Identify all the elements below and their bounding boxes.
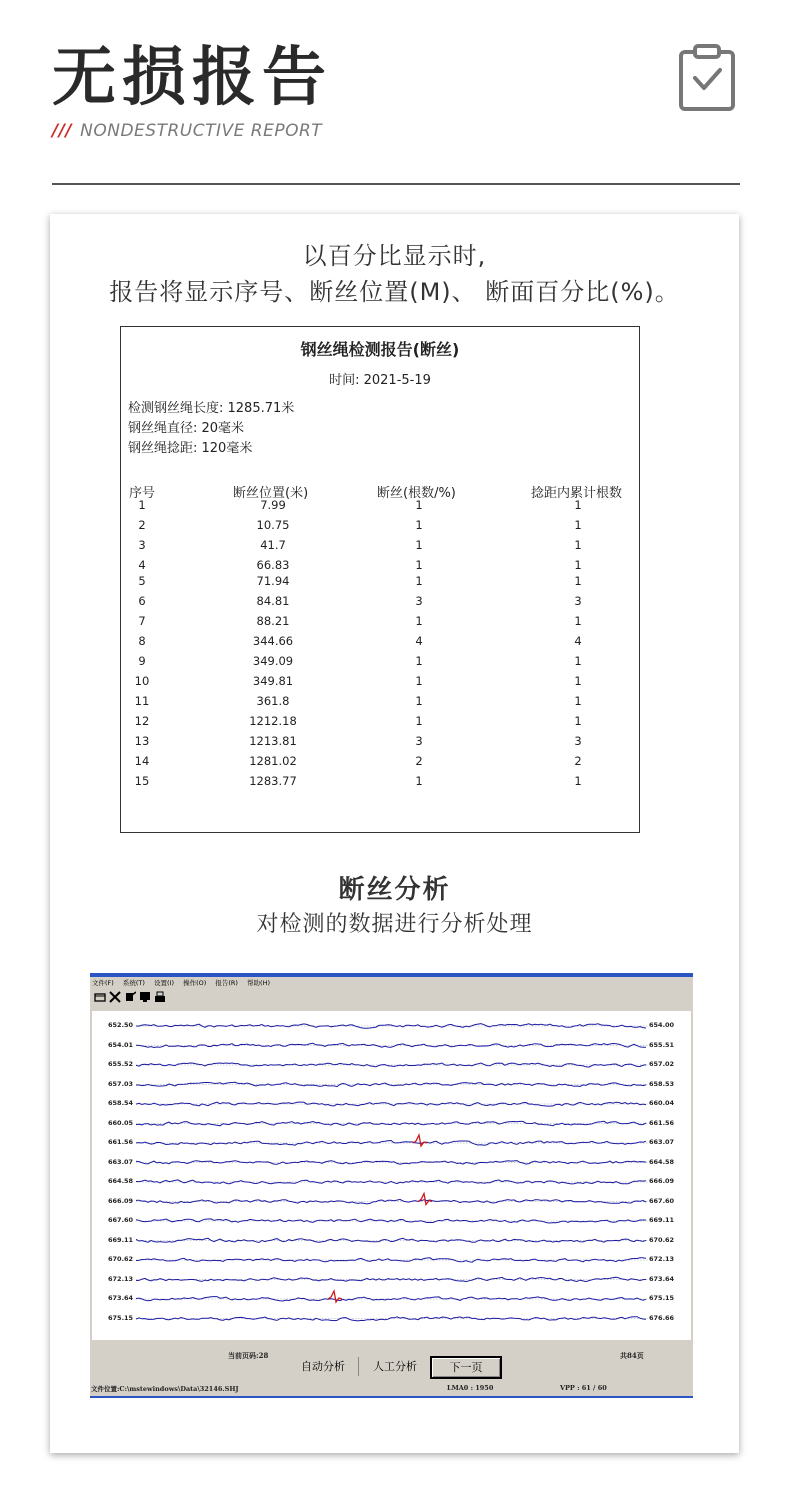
row-position: 1213.81 (249, 734, 297, 748)
menu-operate[interactable]: 操作(O) (183, 979, 207, 987)
row-cumulative: 1 (574, 714, 582, 728)
row-breaks: 4 (415, 634, 423, 648)
row-cumulative: 1 (574, 538, 582, 552)
left-scale-label: 658.54 (108, 1099, 134, 1107)
tools-icon[interactable] (109, 991, 121, 1003)
right-scale-label: 672.13 (649, 1255, 675, 1263)
window-title-bar (90, 973, 693, 977)
row-index: 2 (138, 518, 146, 532)
row-index: 12 (134, 714, 150, 728)
row-position: 41.7 (260, 538, 286, 552)
monitor-icon[interactable] (139, 991, 151, 1003)
row-cumulative: 1 (574, 558, 582, 572)
row-cumulative: 1 (574, 574, 582, 588)
waveform-trace (136, 1258, 646, 1262)
analysis-app-window (90, 973, 693, 1398)
left-scale-label: 652.50 (108, 1021, 134, 1029)
report-diameter: 钢丝绳直径: 20毫米 (128, 421, 245, 436)
menu-bar (92, 978, 277, 989)
menu-file[interactable]: 文件(F) (92, 979, 114, 987)
row-position: 1283.77 (249, 774, 297, 788)
header-divider (52, 183, 740, 185)
manual-analysis-button[interactable]: 人工分析 (373, 1360, 417, 1373)
row-breaks: 1 (415, 518, 423, 532)
waveform-trace (136, 1317, 646, 1321)
row-index: 6 (138, 594, 146, 608)
waveform-plot[interactable] (92, 1011, 691, 1340)
menu-settings[interactable]: 设置(I) (154, 979, 175, 987)
row-index: 15 (134, 774, 150, 788)
right-scale-label: 657.02 (649, 1060, 675, 1068)
auto-analysis-button[interactable]: 自动分析 (288, 1357, 359, 1376)
right-scale-label: 673.64 (649, 1274, 675, 1283)
left-scale-label: 673.64 (108, 1294, 134, 1302)
right-scale-label: 667.60 (649, 1196, 675, 1205)
row-position: 10.75 (256, 518, 290, 532)
row-breaks: 1 (415, 774, 423, 788)
row-cumulative: 1 (574, 654, 582, 668)
row-cumulative: 1 (574, 674, 582, 688)
row-cumulative: 2 (574, 754, 582, 768)
menu-help[interactable]: 帮助(H) (247, 979, 271, 987)
report-date: 时间: 2021-5-19 (329, 373, 431, 388)
row-position: 7.99 (260, 498, 286, 512)
right-scale-label: 666.09 (649, 1177, 675, 1185)
row-index: 3 (138, 538, 146, 552)
col-header-cumulative: 捻距内累计根数 (531, 486, 623, 501)
row-breaks: 1 (415, 558, 423, 572)
row-breaks: 3 (415, 594, 423, 608)
row-index: 10 (134, 674, 150, 688)
left-scale-label: 667.60 (108, 1216, 134, 1224)
left-scale-label: 663.07 (108, 1157, 134, 1166)
row-breaks: 1 (415, 538, 423, 552)
intro-line-2: 报告将显示序号、断丝位置(M)、 断面百分比(%)。 (109, 278, 680, 306)
right-scale-label: 670.62 (649, 1235, 675, 1244)
row-breaks: 2 (415, 754, 423, 768)
row-breaks: 1 (415, 498, 423, 512)
row-breaks: 3 (415, 734, 423, 748)
right-scale-label: 675.15 (649, 1294, 675, 1302)
left-scale-label: 666.09 (108, 1196, 134, 1205)
left-scale-label: 660.05 (108, 1118, 134, 1127)
right-scale-label: 654.00 (649, 1021, 675, 1029)
row-cumulative: 1 (574, 774, 582, 788)
right-scale-label: 658.53 (649, 1079, 675, 1088)
row-breaks: 1 (415, 674, 423, 688)
clipboard-check-icon (678, 44, 736, 112)
right-scale-label: 660.04 (649, 1099, 675, 1107)
menu-report[interactable]: 报告(R) (215, 979, 238, 987)
left-scale-label: 654.01 (108, 1040, 134, 1049)
row-index: 13 (134, 734, 150, 748)
vpp-status: VPP : 61 / 60 (560, 1384, 607, 1392)
row-cumulative: 1 (574, 694, 582, 708)
printer-icon[interactable] (154, 991, 166, 1003)
right-scale-label: 669.11 (649, 1216, 675, 1224)
defect-peak (418, 1194, 432, 1205)
right-scale-label: 663.07 (649, 1138, 675, 1146)
wrench-icon[interactable] (124, 991, 136, 1003)
left-scale-label: 661.56 (108, 1138, 134, 1146)
left-scale-label: 669.11 (108, 1235, 134, 1244)
report-lay: 钢丝绳捻距: 120毫米 (128, 441, 253, 456)
row-position: 349.09 (252, 654, 294, 668)
defect-peak (413, 1135, 427, 1146)
row-position: 344.66 (252, 634, 294, 648)
accent-slashes: /// (52, 121, 73, 141)
left-scale-label: 670.62 (108, 1255, 134, 1263)
col-header-breaks: 断丝(根数/%) (377, 486, 456, 501)
row-position: 84.81 (256, 594, 290, 608)
report-card (50, 214, 739, 1453)
row-position: 1281.02 (249, 754, 297, 768)
bottom-panel (90, 1341, 693, 1398)
report-title: 钢丝绳检测报告(断丝) (300, 340, 460, 359)
page-title: 无损报告 (52, 41, 332, 115)
report-length: 检测钢丝绳长度: 1285.71米 (128, 401, 295, 416)
waveform-traces (136, 1011, 648, 1340)
row-cumulative: 1 (574, 498, 582, 512)
folder-open-icon[interactable] (94, 991, 106, 1003)
col-header-position: 断丝位置(米) (233, 486, 309, 501)
page-subtitle (52, 121, 322, 141)
next-page-button[interactable]: 下一页 (430, 1356, 502, 1379)
row-cumulative: 3 (574, 734, 582, 748)
row-index: 5 (138, 574, 146, 588)
right-scale-label: 664.58 (649, 1157, 675, 1166)
left-scale-label: 657.03 (108, 1079, 134, 1088)
row-breaks: 1 (415, 714, 423, 728)
report-sheet (120, 326, 640, 833)
row-index: 14 (134, 754, 150, 768)
row-position: 349.81 (252, 674, 294, 688)
col-header-index: 序号 (129, 486, 156, 501)
waveform-trace (136, 1102, 646, 1106)
menu-system[interactable]: 系统(T) (122, 979, 145, 987)
left-scale-label: 655.52 (108, 1060, 134, 1068)
left-scale-label: 664.58 (108, 1177, 134, 1185)
intro-line-1: 以百分比显示时, (302, 242, 487, 270)
total-pages-label: 共84页 (620, 1351, 644, 1360)
current-page-label: 当前页码:28 (228, 1351, 269, 1360)
subtitle-text: NONDESTRUCTIVE REPORT (80, 121, 323, 141)
row-breaks: 1 (415, 694, 423, 708)
row-breaks: 1 (415, 654, 423, 668)
row-index: 1 (138, 498, 146, 512)
analysis-subtitle: 对检测的数据进行分析处理 (256, 912, 533, 937)
row-position: 1212.18 (249, 714, 297, 728)
row-index: 7 (138, 614, 146, 628)
row-cumulative: 1 (574, 614, 582, 628)
left-scale-label: 672.13 (108, 1274, 134, 1283)
row-cumulative: 3 (574, 594, 582, 608)
row-index: 4 (138, 558, 146, 572)
file-location-status: 文件位置:C:\mstewindows\Data\32146.SHJ (91, 1385, 239, 1393)
lmao-status: LMA0 : 1950 (447, 1384, 494, 1392)
row-breaks: 1 (415, 614, 423, 628)
left-scale-label: 675.15 (108, 1313, 134, 1322)
row-position: 71.94 (256, 574, 290, 588)
row-index: 8 (138, 634, 146, 648)
row-position: 88.21 (256, 614, 290, 628)
row-cumulative: 4 (574, 634, 582, 648)
row-position: 66.83 (256, 558, 290, 572)
window-bottom-border (90, 1396, 693, 1398)
right-scale-label: 655.51 (649, 1040, 675, 1049)
analysis-title: 断丝分析 (338, 875, 451, 905)
row-position: 361.8 (256, 694, 290, 708)
right-scale-label: 661.56 (649, 1118, 675, 1127)
row-breaks: 1 (415, 574, 423, 588)
row-index: 9 (138, 654, 146, 668)
row-cumulative: 1 (574, 518, 582, 532)
row-index: 11 (134, 694, 150, 708)
right-scale-label: 676.66 (649, 1313, 675, 1322)
